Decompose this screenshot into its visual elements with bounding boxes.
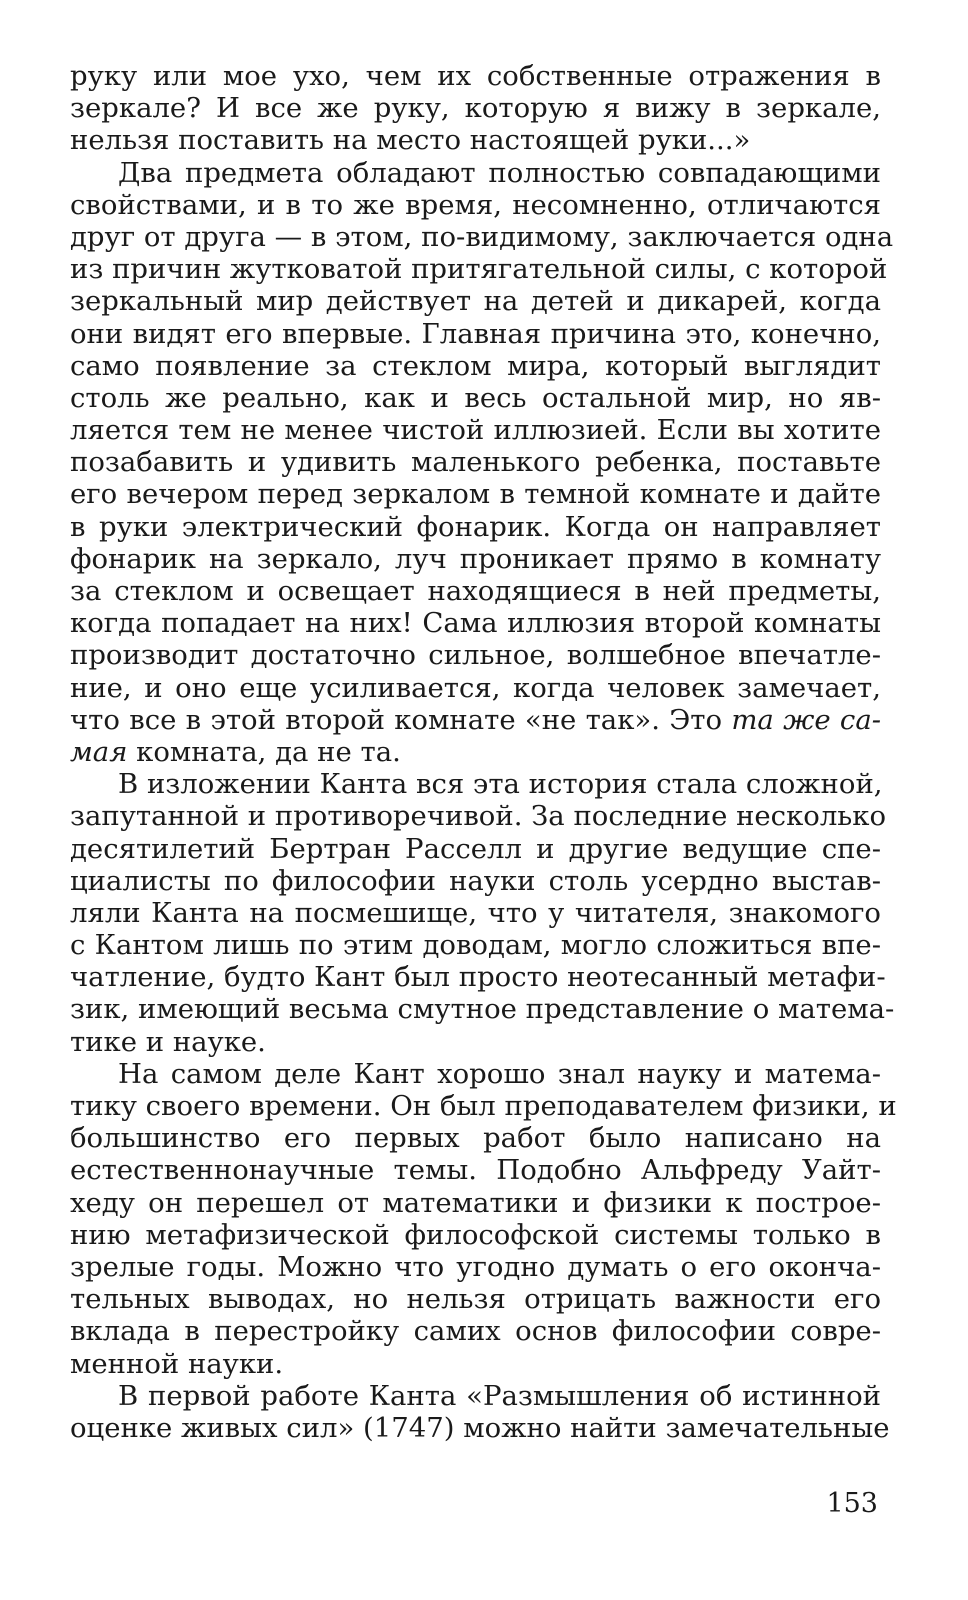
text-line: нию метафизической философской системы только в bbox=[70, 1218, 881, 1251]
text-line: чатление, будто Кант был просто неотесанный метафи- bbox=[70, 961, 886, 994]
text-line: менной науки. bbox=[70, 1347, 284, 1380]
text-line: тику своего времени. Он был преподавателем физики, и bbox=[70, 1090, 897, 1122]
text-line: хеду он перешел от математики и физики к построе- bbox=[70, 1186, 881, 1219]
text-line: вклада в перестройку самих основ философии совре- bbox=[70, 1315, 881, 1348]
text-line: руку или мое ухо, чем их собственные отражения в bbox=[70, 60, 881, 92]
text-line: ляется тем не менее чистой иллюзией. Если вы хотите bbox=[70, 414, 881, 447]
text-line bbox=[70, 736, 881, 768]
text-line: друг от друга — в этом, по-видимому, заключается одна bbox=[70, 220, 894, 253]
text-line: свойствами, и в то же время, несомненно, отличаются bbox=[70, 188, 881, 221]
text-line: естественнонаучные темы. Подобно Альфреду Уайт- bbox=[70, 1154, 881, 1187]
text-line: зрелые годы. Можно что угодно думать о его оконча- bbox=[70, 1250, 881, 1283]
text-line: производит достаточно сильное, волшебное впечатле- bbox=[70, 639, 881, 672]
text-line: фонарик на зеркало, луч проникает прямо в комнату bbox=[70, 542, 881, 575]
text-line: позабавить и удивить маленького ребенка, поставьте bbox=[70, 446, 881, 479]
text-line: В изложении Канта вся эта история стала сложной, bbox=[118, 768, 883, 801]
text-line bbox=[70, 704, 881, 736]
page-number: 153 bbox=[826, 1488, 878, 1519]
text-line: тельных выводах, но нельзя отрицать важности его bbox=[70, 1283, 881, 1316]
text-line: с Кантом лишь по этим доводам, могло сложиться впе- bbox=[70, 929, 881, 962]
text-line: тике и науке. bbox=[70, 1025, 266, 1058]
text-line: циалисты по философии науки столь усердно выстав- bbox=[70, 864, 881, 897]
body-text bbox=[70, 60, 897, 1444]
text-line: столь же реально, как и весь остальной мир, но яв- bbox=[70, 381, 881, 414]
text-line: его вечером перед зеркалом в темной комнате и дайте bbox=[70, 478, 881, 511]
text-line: Два предмета обладают полностью совпадающими bbox=[118, 156, 881, 189]
text-line: запутанной и противоречивой. За последние несколько bbox=[70, 800, 887, 833]
text-line: зик, имеющий весьма смутное представление о матема- bbox=[70, 993, 895, 1026]
text-line: когда попадает на них! Сама иллюзия второй комнаты bbox=[70, 607, 881, 640]
text-line: из причин жутковатой притягательной силы, с которой bbox=[70, 253, 888, 286]
text-line-segment: что все в этой второй комнате «не так». Это bbox=[70, 703, 723, 736]
text-line: На самом деле Кант хорошо знал науку и матема- bbox=[118, 1057, 881, 1090]
text-line-segment: комната, да не та. bbox=[136, 735, 401, 768]
italic-emphasis: мая bbox=[70, 735, 128, 768]
text-line: большинство его первых работ было написано на bbox=[70, 1122, 881, 1155]
text-line: они видят его впервые. Главная причина это, конечно, bbox=[70, 317, 881, 350]
text-line: зеркальный мир действует на детей и дикарей, когда bbox=[70, 285, 881, 318]
text-line: оценке живых сил» (1747) можно найти замечательные bbox=[70, 1411, 890, 1444]
text-line: зеркале? И все же руку, которую я вижу в зеркале, bbox=[70, 92, 881, 125]
text-line: за стеклом и освещает находящиеся в ней предметы, bbox=[70, 575, 881, 607]
text-line: в руки электрический фонарик. Когда он направляет bbox=[70, 510, 881, 543]
text-line: ние, и оно еще усиливается, когда человек замечает, bbox=[70, 671, 881, 704]
text-line: ляли Канта на посмешище, что у читателя, знакомого bbox=[70, 896, 881, 929]
text-line: десятилетий Бертран Расселл и другие ведущие спе- bbox=[70, 832, 881, 865]
text-line: В первой работе Канта «Размышления об истинной bbox=[118, 1379, 881, 1412]
text-line: само появление за стеклом мира, который выглядит bbox=[70, 349, 881, 382]
text-line: нельзя поставить на место настоящей руки...» bbox=[70, 124, 751, 157]
italic-emphasis: та же са- bbox=[731, 703, 882, 736]
